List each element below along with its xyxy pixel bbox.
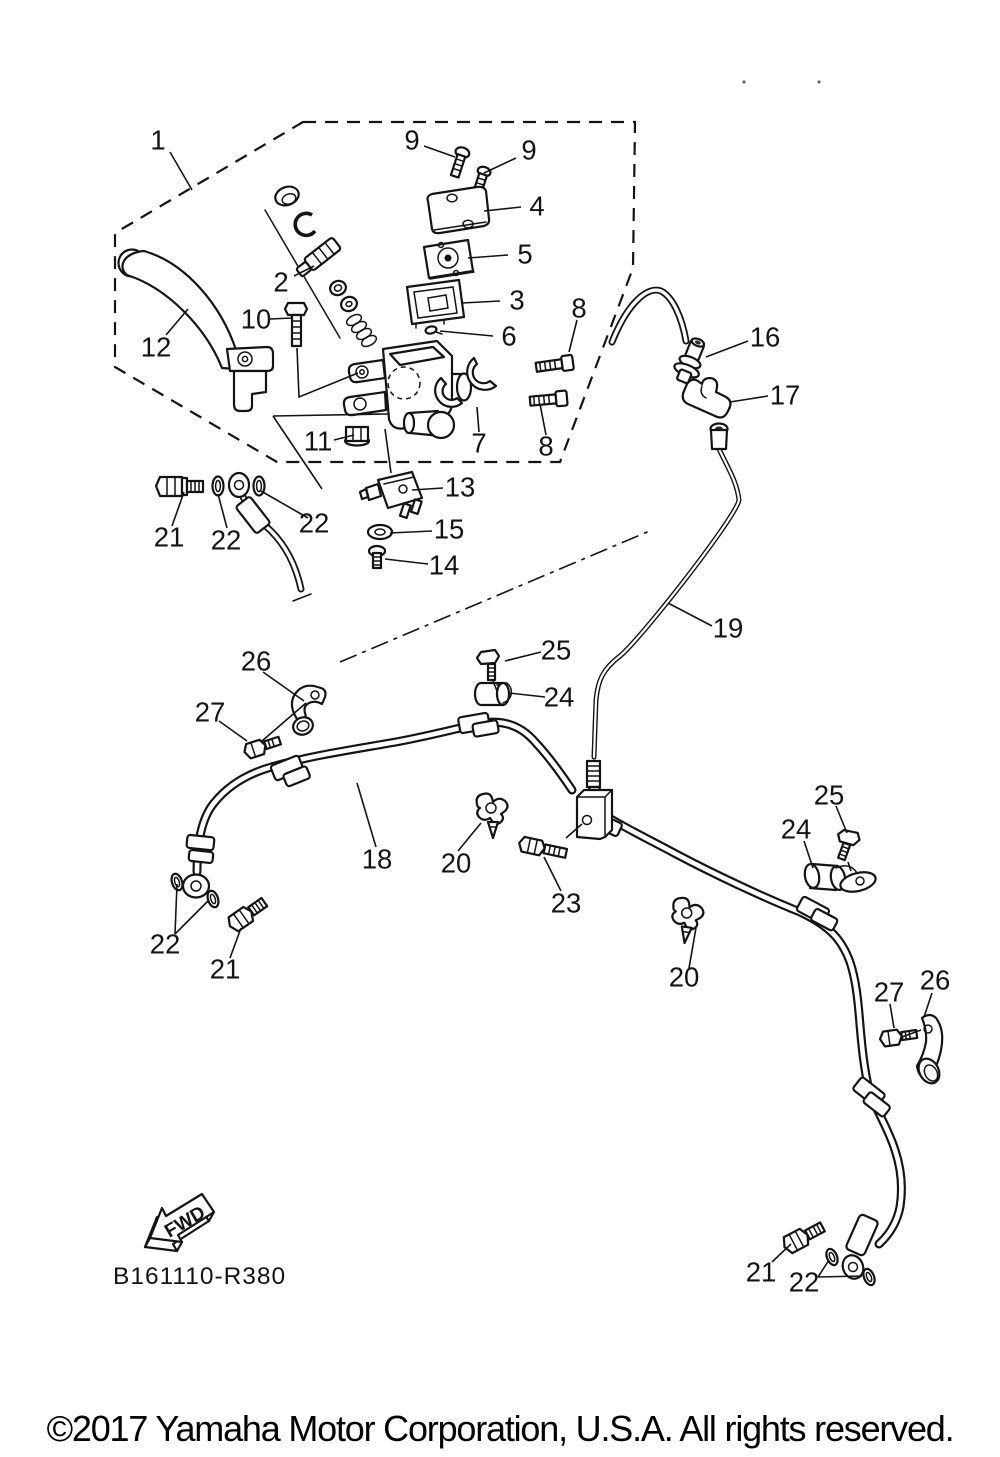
leader-line — [357, 783, 376, 847]
diaphragm-3 — [407, 280, 464, 328]
part-label-20: 20 — [668, 961, 700, 993]
fwd-arrow-label: FWD — [161, 1202, 210, 1243]
part-label-4: 4 — [529, 190, 545, 222]
leader-line — [385, 559, 428, 564]
part-label-22: 22 — [210, 524, 242, 556]
part-label-19: 19 — [712, 612, 744, 644]
part-label-25: 25 — [813, 779, 845, 811]
leader-line — [818, 1260, 829, 1277]
junction-block — [577, 790, 612, 839]
screw-25a — [477, 650, 499, 680]
part-label-2: 2 — [273, 266, 289, 298]
leader-line — [390, 531, 432, 533]
retainer-clip-17 — [683, 378, 731, 417]
brake-switch-13 — [360, 472, 422, 518]
mount-tabs — [344, 360, 386, 415]
part-label-27: 27 — [194, 696, 226, 728]
hose-clamp-20a — [477, 794, 508, 839]
leader-line — [462, 301, 500, 303]
part-label-27: 27 — [873, 976, 905, 1008]
part-label-21: 21 — [153, 521, 185, 553]
leader-line — [484, 207, 521, 211]
leader-line — [273, 414, 388, 416]
part-label-22: 22 — [788, 1266, 820, 1298]
screw-14 — [369, 546, 385, 568]
leader-line — [668, 603, 712, 626]
reservoir-cap-4 — [428, 187, 490, 233]
diagram-code: B161110-R380 — [113, 1263, 287, 1290]
copyright-text: ©2017 Yamaha Motor Corporation, U.S.A. All rights reserved. — [46, 1408, 954, 1449]
part-label-10: 10 — [240, 303, 272, 335]
float-6 — [425, 325, 442, 334]
part-label-8: 8 — [538, 430, 554, 462]
leader-line — [270, 318, 292, 319]
cap-screw-9a — [448, 146, 471, 179]
leader-line — [440, 331, 493, 336]
leader-line — [730, 396, 768, 402]
leader-line — [175, 884, 177, 934]
part-label-26: 26 — [240, 645, 272, 677]
bolt-23 — [518, 836, 568, 861]
banjo-set-upper — [156, 473, 265, 497]
diaphragm-plate-5 — [424, 240, 474, 279]
outlet-union — [404, 411, 454, 438]
leader-line — [218, 494, 227, 528]
part-label-18: 18 — [361, 843, 393, 875]
pipe-holder-24a — [475, 683, 511, 705]
part-number-labels — [141, 125, 951, 1298]
leader-line — [468, 255, 508, 258]
part-label-12: 12 — [140, 331, 172, 363]
part-label-3: 3 — [509, 284, 525, 316]
part-label-21: 21 — [745, 1256, 777, 1288]
part-label-9: 9 — [521, 134, 537, 166]
leader-line — [505, 652, 541, 661]
part-label-6: 6 — [501, 320, 517, 352]
part-label-16: 16 — [749, 321, 781, 353]
part-label-1: 1 — [150, 124, 166, 156]
section-line — [340, 530, 652, 662]
speck-dots — [742, 80, 820, 83]
leader-line — [509, 693, 545, 697]
return-spring — [345, 312, 378, 348]
leader-line — [924, 993, 932, 1017]
part-label-26: 26 — [919, 964, 951, 996]
bolt-27b — [879, 1027, 918, 1047]
leader-line — [569, 320, 577, 352]
part-label-22: 22 — [149, 928, 181, 960]
washer-15 — [368, 525, 392, 539]
master-cylinder-body — [344, 341, 471, 438]
leader-line — [818, 1276, 862, 1277]
leader-line — [424, 146, 455, 157]
part-label-21: 21 — [209, 953, 241, 985]
bolt-8b — [529, 390, 567, 408]
leader-line — [544, 857, 561, 891]
pipe-holder-24b — [803, 863, 878, 895]
brake-pipe-19 — [587, 424, 739, 798]
leader-line — [484, 158, 516, 173]
bolt-27a — [242, 734, 282, 760]
fwd-arrow — [145, 1194, 214, 1251]
leader-line — [170, 152, 192, 190]
hose-bracket-26b — [915, 1015, 944, 1087]
leader-line — [890, 1004, 894, 1028]
bolt-10 — [285, 303, 307, 346]
part-label-24: 24 — [780, 813, 812, 845]
hose-clamp-20b — [668, 897, 705, 945]
e-clip — [295, 213, 315, 235]
part-label-25: 25 — [540, 634, 572, 666]
part-label-14: 14 — [428, 549, 460, 581]
part-label-15: 15 — [433, 513, 465, 545]
part-label-24: 24 — [543, 681, 575, 713]
leader-line — [385, 429, 391, 473]
hose-top-arc — [612, 290, 686, 342]
part-label-9: 9 — [404, 124, 420, 156]
part-label-22: 22 — [298, 507, 330, 539]
part-label-8: 8 — [571, 292, 587, 324]
part-label-17: 17 — [769, 379, 801, 411]
part-label-5: 5 — [517, 238, 533, 270]
leader-line — [706, 341, 748, 357]
bolt-8a — [535, 355, 574, 375]
part-label-20: 20 — [440, 847, 472, 879]
part-label-7: 7 — [471, 427, 487, 459]
part-label-23: 23 — [550, 887, 582, 919]
part-label-11: 11 — [303, 425, 333, 457]
part-label-13: 13 — [444, 471, 476, 503]
